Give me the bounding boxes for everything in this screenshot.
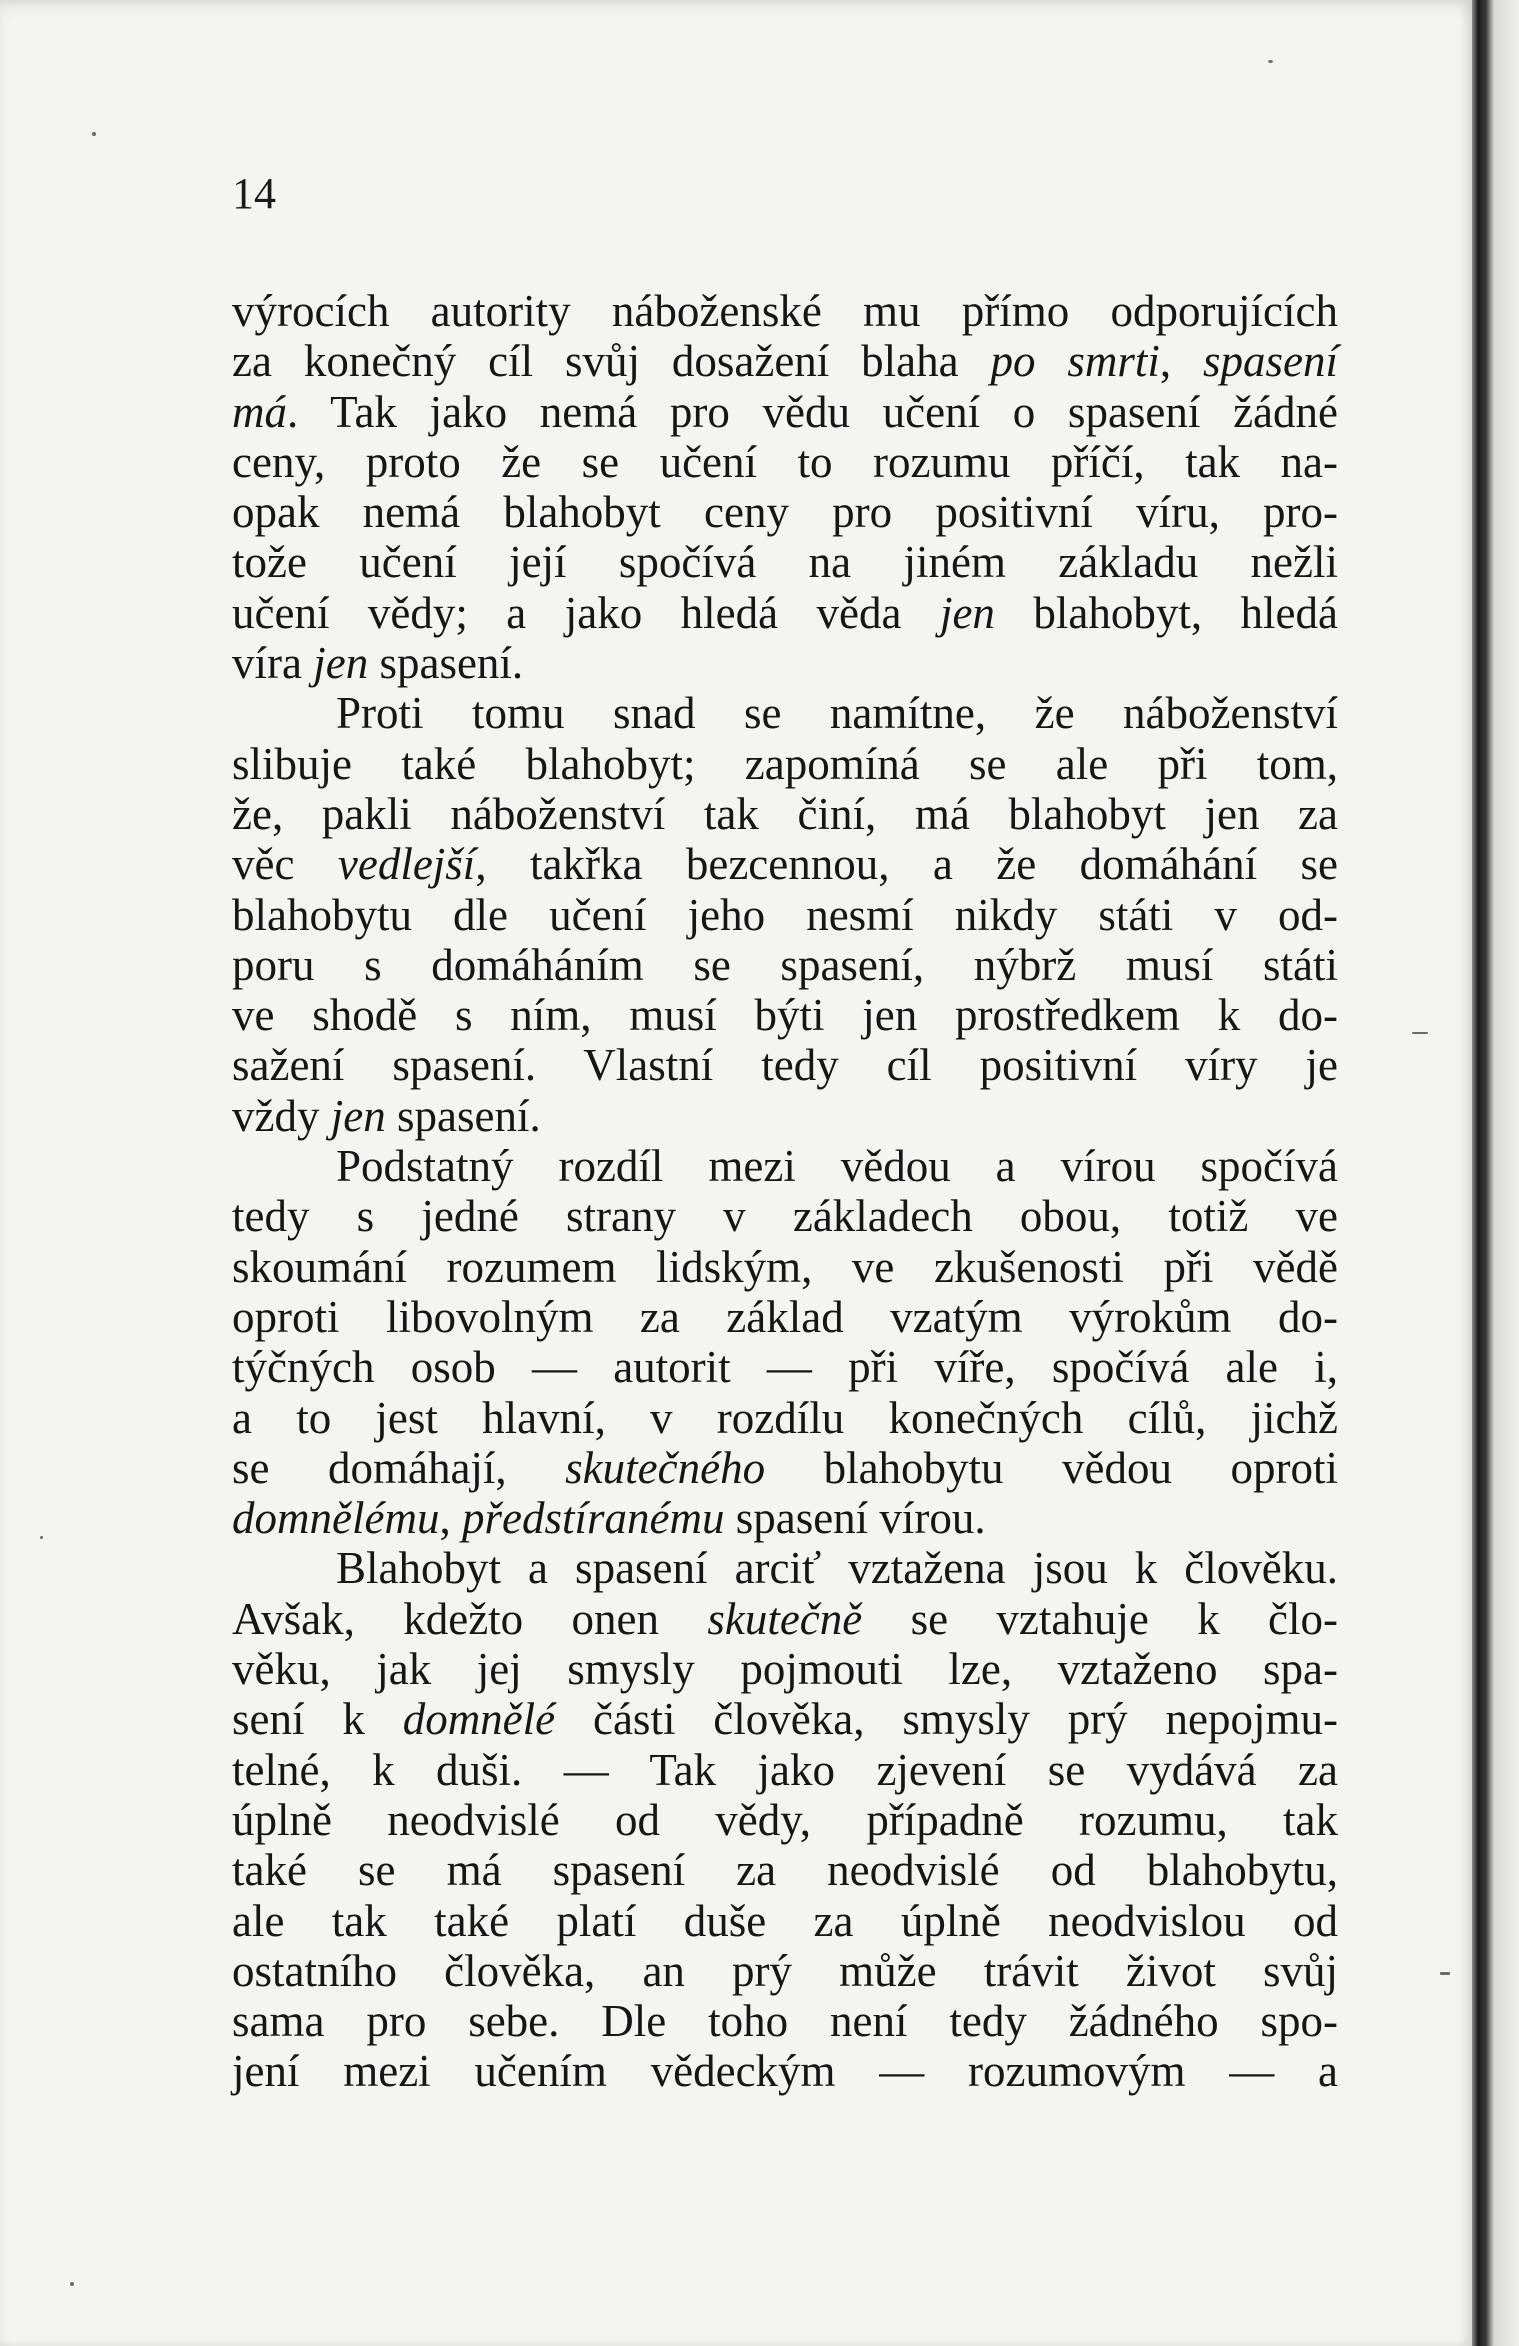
text-line bbox=[232, 789, 1338, 839]
text-line bbox=[232, 1091, 1338, 1141]
text-line bbox=[232, 537, 1338, 587]
page-edge-line bbox=[1478, 0, 1480, 2346]
text-line bbox=[232, 990, 1338, 1040]
print-speck bbox=[40, 1536, 43, 1539]
text-segment: poru s domáháním se spasení, nýbrž musí státi bbox=[232, 939, 1338, 990]
text-segment: sažení spasení. Vlastní tedy cíl positivní víry je bbox=[232, 1040, 1338, 1091]
italic-text: domnělé bbox=[402, 1694, 556, 1745]
text-line bbox=[232, 638, 1338, 688]
page-number: 14 bbox=[232, 169, 276, 218]
text-line bbox=[232, 588, 1338, 638]
text-line bbox=[232, 1543, 1338, 1593]
text-line bbox=[232, 1342, 1338, 1392]
text-line bbox=[232, 1393, 1338, 1443]
text-line bbox=[232, 437, 1338, 487]
text-segment: Proti tomu snad se namítne, že náboženství bbox=[336, 688, 1338, 739]
text-line bbox=[232, 1242, 1338, 1292]
italic-text: spasení bbox=[1203, 336, 1339, 387]
text-segment: úplně neodvislé od vědy, případně rozumu, tak bbox=[232, 1794, 1338, 1845]
text-line bbox=[232, 1745, 1338, 1795]
text-line bbox=[232, 387, 1338, 437]
text-segment: a to jest hlavní, v rozdílu konečných cílů, jichž bbox=[232, 1392, 1338, 1443]
italic-text: skutečného bbox=[565, 1442, 766, 1493]
print-speck bbox=[70, 2282, 74, 2286]
text-segment: sama pro sebe. Dle toho není tedy žádného spo- bbox=[232, 1996, 1338, 2047]
text-segment: se vztahuje k člo- bbox=[862, 1593, 1338, 1644]
text-line bbox=[232, 940, 1338, 990]
text-line bbox=[232, 1896, 1338, 1946]
text-line bbox=[232, 839, 1338, 889]
text-segment: Blahobyt a spasení arciť vztažena jsou k člověku. bbox=[336, 1543, 1338, 1594]
text-segment: telné, k duši. — Tak jako zjevení se vydává za bbox=[232, 1744, 1338, 1795]
text-line bbox=[232, 2046, 1338, 2096]
text-segment: víra bbox=[232, 638, 314, 689]
text-line bbox=[232, 688, 1338, 738]
text-segment: tedy s jedné strany v základech obou, totiž ve bbox=[232, 1191, 1338, 1242]
text-segment: věc bbox=[232, 839, 338, 890]
text-segment: , bbox=[439, 1493, 462, 1544]
italic-text: skutečně bbox=[707, 1593, 863, 1644]
text-line bbox=[232, 487, 1338, 537]
text-segment: Avšak, kdežto onen bbox=[232, 1593, 708, 1644]
italic-text: má bbox=[232, 386, 287, 437]
text-segment: se domáhají, bbox=[232, 1442, 566, 1493]
text-segment: za konečný cíl svůj dosažení blaha bbox=[232, 336, 991, 387]
text-segment: části člověka, smysly prý nepojmu- bbox=[555, 1694, 1338, 1745]
text-line bbox=[232, 1594, 1338, 1644]
text-segment: skoumání rozumem lidským, ve zkušenosti při vědě bbox=[232, 1241, 1338, 1292]
text-line bbox=[232, 1443, 1338, 1493]
text-segment: ale tak také platí duše za úplně neodvislou od bbox=[232, 1895, 1338, 1946]
italic-text: jen bbox=[313, 638, 369, 689]
print-speck bbox=[1440, 1972, 1450, 1975]
italic-text: předstíranému bbox=[461, 1493, 725, 1544]
text-line bbox=[232, 1191, 1338, 1241]
text-line bbox=[232, 1141, 1338, 1191]
text-segment: výrocích autority náboženské mu přímo odporujících bbox=[232, 286, 1338, 336]
text-segment: . Tak jako nemá pro vědu učení o spasení žádné bbox=[287, 386, 1338, 437]
text-segment: oproti libovolným za základ vzatým výrokům do- bbox=[232, 1291, 1338, 1342]
text-line bbox=[232, 1694, 1338, 1744]
italic-text: po smrti bbox=[990, 336, 1160, 387]
text-line bbox=[232, 739, 1338, 789]
italic-text: domnělému bbox=[232, 1493, 440, 1544]
text-segment: , takřka bezcennou, a že domáhání se bbox=[475, 839, 1339, 890]
text-segment: blahobyt, hledá bbox=[994, 587, 1338, 638]
text-segment: blahobytu vědou oproti bbox=[765, 1442, 1338, 1493]
text-segment: ceny, proto že se učení to rozumu příčí, tak na- bbox=[232, 436, 1338, 487]
text-segment: slibuje také blahobyt; zapomíná se ale při tom, bbox=[232, 738, 1338, 789]
print-speck bbox=[1268, 60, 1273, 63]
italic-text: vedlejší bbox=[337, 839, 476, 890]
text-segment: sení k bbox=[232, 1694, 403, 1745]
body-text bbox=[232, 286, 1338, 2097]
text-line bbox=[232, 1493, 1338, 1543]
text-segment: ve shodě s ním, musí býti jen prostředkem k do- bbox=[232, 990, 1338, 1041]
text-line bbox=[232, 1292, 1338, 1342]
text-line bbox=[232, 286, 1338, 336]
text-segment: také se má spasení za neodvislé od blahobytu, bbox=[232, 1845, 1338, 1896]
text-segment: opak nemá blahobyt ceny pro positivní víru, pro- bbox=[232, 487, 1338, 538]
text-segment: blahobytu dle učení jeho nesmí nikdy státi v od- bbox=[232, 889, 1338, 940]
text-segment: vždy bbox=[232, 1090, 331, 1141]
text-line bbox=[232, 1845, 1338, 1895]
text-segment: jení mezi učením vědeckým — rozumovým — a bbox=[232, 2046, 1338, 2097]
text-line bbox=[232, 1040, 1338, 1090]
text-segment: že, pakli náboženství tak činí, má blahobyt jen za bbox=[232, 788, 1338, 839]
text-segment: spasení. bbox=[385, 1090, 541, 1141]
text-segment: tože učení její spočívá na jiném základu nežli bbox=[232, 537, 1338, 588]
print-speck bbox=[1412, 1032, 1428, 1034]
text-line bbox=[232, 1946, 1338, 1996]
text-line bbox=[232, 336, 1338, 386]
text-segment: učení vědy; a jako hledá věda bbox=[232, 587, 940, 638]
italic-text: jen bbox=[330, 1090, 386, 1141]
text-line bbox=[232, 890, 1338, 940]
text-segment: týčných osob — autorit — při víře, spočívá ale i, bbox=[232, 1342, 1338, 1393]
text-segment: , bbox=[1159, 336, 1204, 387]
text-segment: věku, jak jej smysly pojmouti lze, vztaženo spa- bbox=[232, 1644, 1338, 1695]
text-segment: ostatního člověka, an prý může trávit život svůj bbox=[232, 1945, 1338, 1996]
book-spine-shadow bbox=[1472, 0, 1519, 2346]
text-segment: spasení vírou. bbox=[724, 1493, 986, 1544]
text-line bbox=[232, 1996, 1338, 2046]
text-segment: spasení. bbox=[368, 638, 524, 689]
text-segment: Podstatný rozdíl mezi vědou a vírou spočívá bbox=[336, 1141, 1338, 1192]
print-speck bbox=[92, 132, 96, 136]
text-line bbox=[232, 1644, 1338, 1694]
italic-text: jen bbox=[939, 587, 995, 638]
text-line bbox=[232, 1795, 1338, 1845]
